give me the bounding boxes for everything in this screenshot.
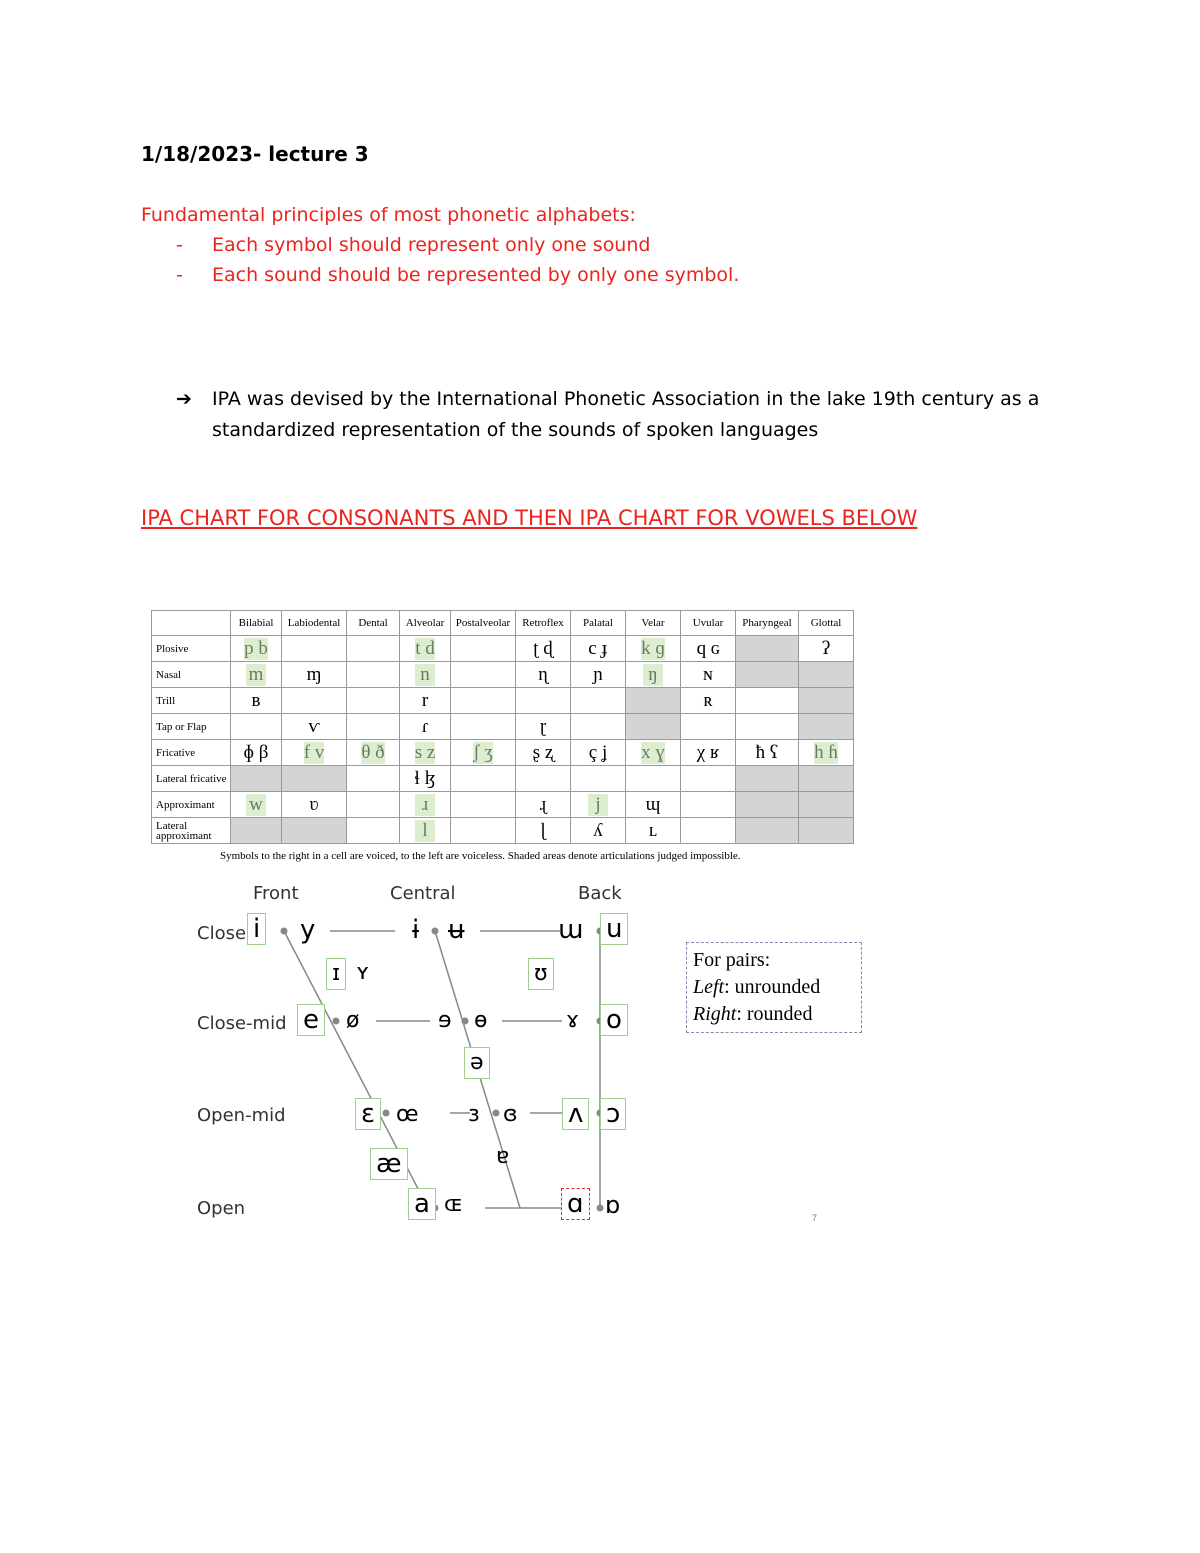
table-cell-impossible: [799, 662, 854, 688]
table-cell: [681, 818, 736, 844]
symbol: ŋ: [643, 664, 663, 686]
symbol: ʂ ʐ: [532, 741, 554, 763]
legend-title: For pairs:: [693, 949, 771, 971]
table-cell: [626, 740, 681, 766]
table-cell: [571, 818, 626, 844]
table-cell: [231, 792, 282, 818]
table-cell: [736, 740, 799, 766]
table-cell: [282, 688, 347, 714]
symbol: ɰ: [645, 793, 661, 815]
table-cell: [451, 740, 516, 766]
open-label: Open: [197, 1198, 246, 1219]
table-cell: [400, 662, 451, 688]
symbol: f v: [303, 741, 325, 763]
table-cell: [799, 740, 854, 766]
table-cell: [736, 688, 799, 714]
table-cell: [571, 636, 626, 662]
table-cell: [231, 636, 282, 662]
table-cell: [571, 714, 626, 740]
vowel-symbol: y: [300, 915, 316, 945]
table-cell-impossible: [799, 766, 854, 792]
row-header: Nasal: [152, 662, 231, 688]
column-header: Velar: [626, 611, 681, 636]
vowel-symbol: e: [297, 1004, 325, 1036]
symbol: k ɡ: [641, 637, 665, 659]
symbol: ʔ: [821, 637, 831, 659]
symbol: p b: [244, 637, 268, 659]
symbol: ʙ: [251, 689, 261, 711]
slide-page-number: 7: [812, 1213, 818, 1223]
symbol: j: [588, 794, 608, 816]
table-cell: [400, 688, 451, 714]
vowel-symbol: ə: [464, 1047, 490, 1079]
vowel-symbol: ɒ: [605, 1191, 621, 1219]
table-cell: [516, 636, 571, 662]
table-cell: [231, 688, 282, 714]
column-header: Pharyngeal: [736, 611, 799, 636]
table-cell-impossible: [736, 636, 799, 662]
symbol: x ɣ: [641, 741, 665, 763]
principle-item: - Each symbol should represent only one sound: [176, 234, 651, 256]
table-row: [152, 636, 854, 662]
table-cell: [451, 766, 516, 792]
symbol: ɬ ɮ: [414, 767, 436, 789]
table-row: [152, 792, 854, 818]
table-cell: [571, 766, 626, 792]
symbol: ɭ: [540, 819, 546, 841]
chart-heading: IPA CHART FOR CONSONANTS AND THEN IPA CHART FOR VOWELS BELOW: [141, 506, 918, 530]
row-header: Fricative: [152, 740, 231, 766]
table-cell: [681, 792, 736, 818]
vowel-pairs-legend: [686, 942, 862, 1033]
vowel-symbol: ø: [346, 1008, 360, 1033]
symbol: l: [415, 820, 435, 842]
open-mid-label: Open-mid: [197, 1105, 286, 1126]
table-cell: [231, 740, 282, 766]
symbol: ʃ ʒ: [473, 741, 493, 763]
symbol: ħ ʕ: [755, 741, 779, 763]
symbol: θ ð: [361, 741, 385, 763]
table-cell: [231, 714, 282, 740]
table-cell-impossible: [799, 792, 854, 818]
table-row: [152, 740, 854, 766]
table-cell: [400, 636, 451, 662]
table-cell: [347, 714, 400, 740]
central-label: Central: [390, 883, 456, 904]
vowel-symbol: ɞ: [503, 1102, 518, 1127]
table-cell-impossible: [736, 818, 799, 844]
column-header: Palatal: [571, 611, 626, 636]
row-header: Lateral fricative: [152, 766, 231, 792]
back-label: Back: [578, 883, 622, 904]
table-cell: [282, 740, 347, 766]
vowel-symbol: ɪ: [326, 958, 346, 990]
symbol: q ɢ: [696, 637, 720, 659]
table-cell: [681, 662, 736, 688]
vowel-symbol: æ: [370, 1148, 408, 1180]
ipa-note-text: IPA was devised by the International Phonetic Association in the lake 19th century as a standardized representation of the sounds of spoken languages: [212, 388, 1040, 441]
vowel-symbol: ʉ: [448, 915, 465, 945]
symbol: c ɟ: [588, 637, 608, 659]
vowel-symbol: ʌ: [562, 1098, 589, 1130]
corner-cell: [152, 611, 231, 636]
table-cell: [451, 714, 516, 740]
table-cell: [736, 714, 799, 740]
column-header: Retroflex: [516, 611, 571, 636]
table-row: [152, 818, 854, 844]
table-cell: [516, 740, 571, 766]
table-cell: [347, 636, 400, 662]
table-cell: [282, 792, 347, 818]
table-cell: [516, 766, 571, 792]
table-row: [152, 688, 854, 714]
vowel-symbol: ɘ: [438, 1008, 452, 1033]
table-cell: [451, 792, 516, 818]
column-header: Postalveolar: [451, 611, 516, 636]
vowel-chart: [190, 880, 860, 1230]
symbol: ⱱ: [308, 715, 320, 737]
symbol: ʎ: [593, 819, 603, 841]
vowel-symbol: ɯ: [558, 915, 584, 945]
symbol: r: [421, 689, 429, 711]
table-cell: [516, 818, 571, 844]
table-cell: [626, 662, 681, 688]
row-header: Tap or Flap: [152, 714, 231, 740]
table-cell: [347, 818, 400, 844]
table-cell: [681, 636, 736, 662]
symbol: ʟ: [648, 819, 658, 841]
table-cell: [347, 662, 400, 688]
symbol: w: [246, 794, 266, 816]
vowel-symbol: ʊ: [528, 958, 554, 990]
table-cell: [516, 662, 571, 688]
table-cell: [516, 714, 571, 740]
table-cell: [451, 662, 516, 688]
arrow-icon: ➔: [176, 388, 192, 410]
table-cell: [347, 792, 400, 818]
principle-text: Each sound should be represented by only one symbol.: [212, 264, 740, 286]
table-cell-impossible: [231, 766, 282, 792]
symbol: ɱ: [306, 663, 322, 685]
symbol: χ ʁ: [696, 741, 720, 763]
consonant-table-caption: Symbols to the right in a cell are voiced, to the left are voiceless. Shaded areas denote articulations judged impossible.: [220, 850, 741, 862]
table-cell: [400, 766, 451, 792]
table-cell: [400, 714, 451, 740]
table-cell: [681, 714, 736, 740]
row-header: Plosive: [152, 636, 231, 662]
close-mid-label: Close-mid: [197, 1013, 287, 1034]
vowel-symbol: o: [600, 1004, 628, 1036]
table-cell-impossible: [799, 688, 854, 714]
table-cell-impossible: [626, 714, 681, 740]
vowel-symbol: ɐ: [496, 1144, 510, 1169]
vowel-symbol: ʏ: [356, 960, 370, 985]
vowel-symbol: ɤ: [566, 1008, 580, 1033]
table-cell: [626, 636, 681, 662]
table-cell-impossible: [626, 688, 681, 714]
symbol: ʀ: [703, 689, 713, 711]
table-cell: [571, 792, 626, 818]
column-header: Glottal: [799, 611, 854, 636]
table-cell-impossible: [736, 662, 799, 688]
table-cell: [347, 766, 400, 792]
table-cell: [681, 688, 736, 714]
vowel-symbol: ɶ: [444, 1192, 463, 1217]
table-row: [152, 766, 854, 792]
row-header: Trill: [152, 688, 231, 714]
vowel-symbol: ɑ: [561, 1188, 590, 1220]
legend-left: Left: unrounded: [693, 976, 821, 998]
table-cell: [282, 714, 347, 740]
symbol: ɾ: [421, 715, 429, 737]
symbol: n: [415, 664, 435, 686]
close-label: Close: [197, 923, 247, 944]
row-header: Approximant: [152, 792, 231, 818]
table-cell: [451, 818, 516, 844]
table-header-row: [152, 611, 854, 636]
vowel-symbol: i: [247, 913, 266, 945]
table-cell-impossible: [231, 818, 282, 844]
table-row: [152, 662, 854, 688]
symbol: ɳ: [538, 663, 548, 685]
row-header: Lateral approximant: [152, 818, 231, 844]
table-cell: [400, 740, 451, 766]
vowel-symbol: ɔ: [600, 1098, 626, 1130]
symbol: s z: [414, 741, 436, 763]
vowel-symbol: u: [600, 913, 628, 945]
table-cell: [282, 636, 347, 662]
table-cell: [626, 818, 681, 844]
legend-right: Right: rounded: [693, 1003, 813, 1025]
vowel-symbol: œ: [396, 1102, 419, 1127]
vowel-symbol: ɨ: [412, 915, 420, 945]
table-cell: [516, 688, 571, 714]
table-cell-impossible: [799, 714, 854, 740]
symbol: h ɦ: [814, 741, 838, 763]
table-cell-impossible: [736, 766, 799, 792]
symbol: t d: [415, 637, 435, 659]
symbol: ɲ: [593, 663, 603, 685]
table-cell: [400, 792, 451, 818]
table-cell: [347, 740, 400, 766]
principles-heading: Fundamental principles of most phonetic alphabets:: [141, 204, 636, 226]
table-cell: [282, 662, 347, 688]
ipa-note: [176, 384, 1076, 446]
symbol: ɹ: [415, 794, 435, 816]
table-cell: [571, 688, 626, 714]
column-header: Uvular: [681, 611, 736, 636]
symbol: ɻ: [539, 793, 547, 815]
column-header: Alveolar: [400, 611, 451, 636]
symbol: m: [246, 664, 266, 686]
principle-text: Each symbol should represent only one sound: [212, 234, 651, 256]
column-header: Dental: [347, 611, 400, 636]
vowel-trapezoid-lines: [190, 880, 860, 1230]
table-cell-impossible: [282, 818, 347, 844]
symbol: ʋ: [309, 793, 319, 815]
column-header: Bilabial: [231, 611, 282, 636]
table-cell-impossible: [799, 818, 854, 844]
symbol: ɴ: [703, 663, 713, 685]
table-cell: [516, 792, 571, 818]
table-cell: [347, 688, 400, 714]
principle-item: - Each sound should be represented by only one symbol.: [176, 264, 740, 286]
table-cell: [626, 766, 681, 792]
symbol: ɽ: [539, 715, 547, 737]
table-cell: [626, 792, 681, 818]
table-cell: [681, 740, 736, 766]
lecture-date-title: 1/18/2023- lecture 3: [141, 142, 369, 166]
front-label: Front: [253, 883, 299, 904]
table-cell: [799, 636, 854, 662]
table-cell: [231, 662, 282, 688]
table-cell: [451, 636, 516, 662]
table-cell: [571, 740, 626, 766]
vowel-symbol: a: [408, 1188, 436, 1220]
table-cell-impossible: [736, 792, 799, 818]
vowel-symbol: ɛ: [355, 1098, 381, 1130]
table-cell: [571, 662, 626, 688]
symbol: ɸ β: [243, 741, 269, 763]
table-cell: [451, 688, 516, 714]
column-header: Labiodental: [282, 611, 347, 636]
symbol: ç ʝ: [588, 741, 608, 763]
table-row: [152, 714, 854, 740]
vowel-symbol: ɵ: [474, 1008, 488, 1033]
consonant-table: [151, 610, 854, 844]
table-cell-impossible: [282, 766, 347, 792]
table-cell: [400, 818, 451, 844]
vowel-symbol: ɜ: [468, 1102, 480, 1127]
symbol: ʈ ɖ: [533, 637, 553, 659]
table-cell: [681, 766, 736, 792]
